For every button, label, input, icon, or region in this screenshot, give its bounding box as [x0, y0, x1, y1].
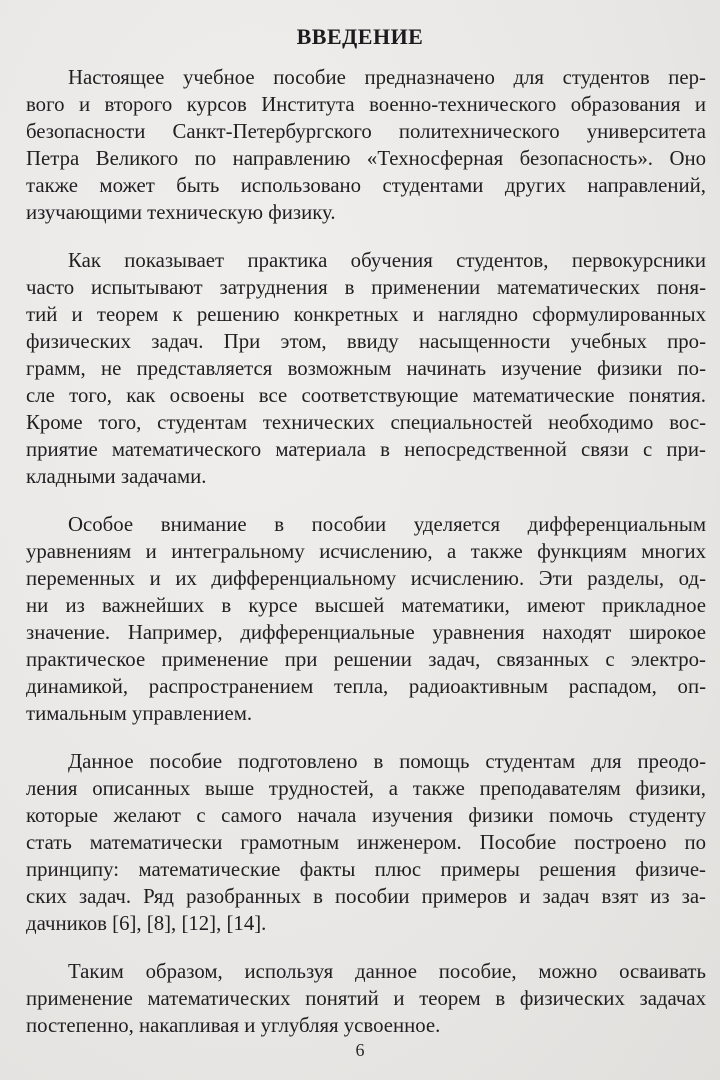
paragraph [26, 748, 706, 937]
text-line: ления описанных выше трудностей, а также преподавателям физики, [26, 777, 706, 800]
text-line: применение математических понятий и теорем в физических задачах [26, 987, 706, 1010]
text-line: Как показывает практика обучения студентов, первокурсники [68, 249, 706, 272]
text-line: тий и теорем к решению конкретных и наглядно сформулированных [26, 303, 706, 326]
text-line: стать математически грамотным инженером. Пособие построено по [26, 831, 706, 854]
text-line: тимальным управлением. [26, 702, 253, 725]
paragraph [26, 64, 706, 226]
text-line: кладными задачами. [26, 465, 207, 488]
text-line: Настоящее учебное пособие предназначено для студентов пер- [68, 66, 706, 89]
paragraph [26, 511, 706, 727]
body-text [26, 64, 706, 1060]
text-line: также может быть использовано студентами других направлений, [26, 174, 706, 197]
text-line: ни из важнейших в курсе высшей математики, имеют прикладное [26, 594, 706, 617]
text-line: дачников [6], [8], [12], [14]. [26, 912, 267, 935]
text-line: практическое применение при решении задач, связанных с электро- [26, 648, 706, 671]
text-line: которые желают с самого начала изучения физики помочь студенту [26, 804, 706, 827]
text-line: грамм, не представляется возможным начинать изучение физики по- [26, 357, 706, 380]
text-line: Таким образом, используя данное пособие, можно осваивать [68, 960, 706, 983]
text-line: приятие математического материала в непосредственной связи с при- [26, 438, 706, 461]
paragraph [26, 958, 706, 1039]
text-line: Петра Великого по направлению «Техносферная безопасность». Оно [26, 147, 706, 170]
text-line: значение. Например, дифференциальные уравнения находят широкое [26, 621, 706, 644]
page-title: ВВЕДЕНИЕ [296, 24, 424, 49]
text-line: безопасности Санкт-Петербургского политехнического университета [26, 120, 706, 143]
text-line: сле того, как освоены все соответствующие математические понятия. [26, 384, 706, 407]
text-line: переменных и их дифференциальному исчислению. Эти разделы, од- [26, 567, 706, 590]
text-line: ских задач. Ряд разобранных в пособии примеров и задач взят из за- [26, 885, 706, 908]
text-line: уравнениям и интегральному исчислению, а также функциям многих [26, 540, 706, 563]
text-line: изучающими техническую физику. [26, 201, 336, 224]
page-number: 6 [355, 1040, 365, 1060]
text-line: физических задач. При этом, ввиду насыщенности учебных про- [26, 330, 706, 353]
text-line: принципу: математические факты плюс примеры решения физиче- [26, 858, 706, 881]
text-line: Данное пособие подготовлено в помощь студентам для преодо- [68, 750, 706, 773]
text-line: динамикой, распространением тепла, радиоактивным распадом, оп- [26, 675, 706, 698]
text-line: постепенно, накапливая и углубляя усвоенное. [26, 1014, 441, 1037]
text-line: Особое внимание в пособии уделяется дифференциальным [68, 513, 706, 536]
text-line: часто испытывают затруднения в применении математических поня- [26, 276, 706, 299]
text-line: вого и второго курсов Института военно-технического образования и [26, 93, 706, 116]
paragraph [26, 247, 706, 490]
text-line: Кроме того, студентам технических специальностей необходимо вос- [26, 411, 706, 434]
